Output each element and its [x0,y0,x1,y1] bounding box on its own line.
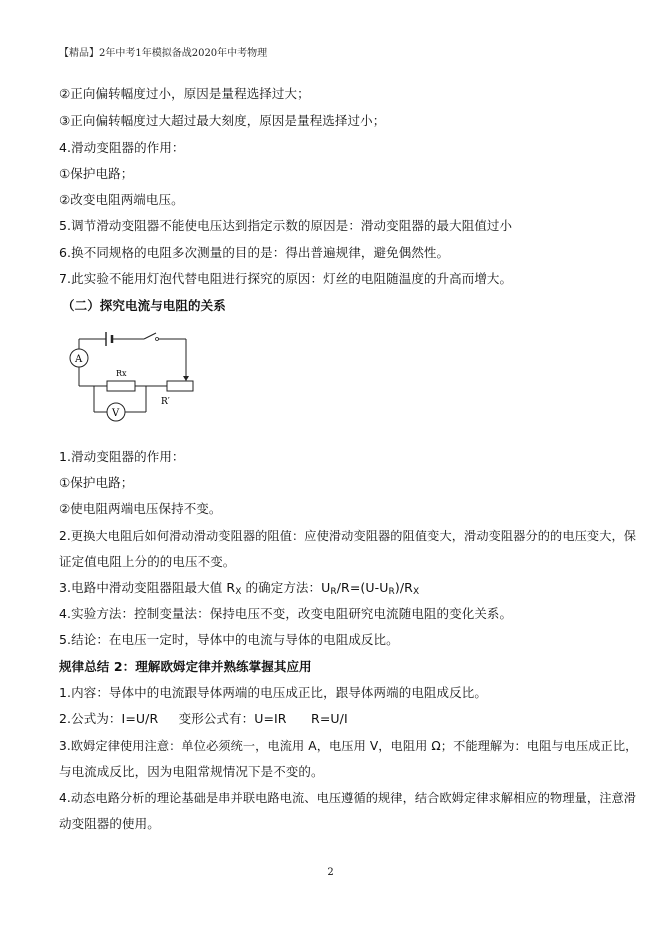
text-line: 与电流成反比，因为电阻常规情况下是不变的。 [59,764,324,779]
text-line: ②使电阻两端电压保持不变。 [59,501,222,516]
voltmeter-label: V [112,408,120,419]
page-number: 2 [327,867,334,878]
page-header: 【精品】2年中考1年模拟备战2020年中考物理 [59,48,268,59]
text-line: 证定值电阻上分的的电压不变。 [59,554,236,569]
resistor-label: Rx [116,369,127,378]
rheostat [167,381,193,391]
text-line: 2.公式为：I=U/R 变形公式有：U=IR R=U/I [59,711,348,726]
section-title: （二）探究电流与电阻的关系 [62,298,226,313]
text-line: 4.滑动变阻器的作用： [59,140,185,155]
text-line: ②改变电阻两端电压。 [59,192,184,207]
text-line: 6.换不同规格的电阻多次测量的目的是：得出普遍规律，避免偶然性。 [59,245,450,260]
formula-line: 3.电路中滑动变阻器阻最大值 $R_X$ 的确定方法：$U_R/R=(U-U_R)/R_X$ [59,580,420,597]
text-line: 4.实验方法：控制变量法：保持电压不变，改变电阻研究电流随电阻的变化关系。 [59,606,513,621]
text-line: ③正向偏转幅度过大超过最大刻度，原因是量程选择过小； [59,113,386,128]
text-line: 5.结论：在电压一定时，导体中的电流与导体的电阻成反比。 [59,632,399,647]
circuit-diagram [64,324,224,434]
text-line: 1.滑动变阻器的作用： [59,449,185,464]
rheostat-label: R′ [161,397,170,407]
text-line: ①保护电路； [59,475,134,490]
ammeter-label: A [75,354,83,365]
summary-title: 规律总结 2：理解欧姆定律并熟练掌握其应用 [59,659,312,674]
resistor-rx [107,381,135,391]
text-line: 5.调节滑动变阻器不能使电压达到指定示数的原因是：滑动变阻器的最大阻值过小 [59,218,513,233]
text-line: 2.更换大电阻后如何滑动滑动变阻器的阻值：应使滑动变阻器的阻值变大，滑动变阻器分的的电压变大，保 [59,529,637,543]
text-line: 动变阻器的使用。 [59,816,160,831]
text-line: 7.此实验不能用灯泡代替电阻进行探究的原因：灯丝的电阻随温度的升高而增大。 [59,271,513,286]
text-line: ②正向偏转幅度过小，原因是量程选择过大； [59,86,310,101]
text-line: ①保护电路； [59,166,134,181]
text-line: 3.欧姆定律使用注意：单位必须统一，电流用 A，电压用 V，电阻用 Ω；不能理解为：电阻与电压成正比， [59,739,638,753]
switch [144,333,156,339]
text-line: 1.内容：导体中的电流跟导体两端的电压成正比，跟导体两端的电阻成反比。 [59,685,487,700]
text-line: 4.动态电路分析的理论基础是串并联电路电流、电压遵循的规律，结合欧姆定律求解相应的物理量，注意滑 [59,791,637,805]
